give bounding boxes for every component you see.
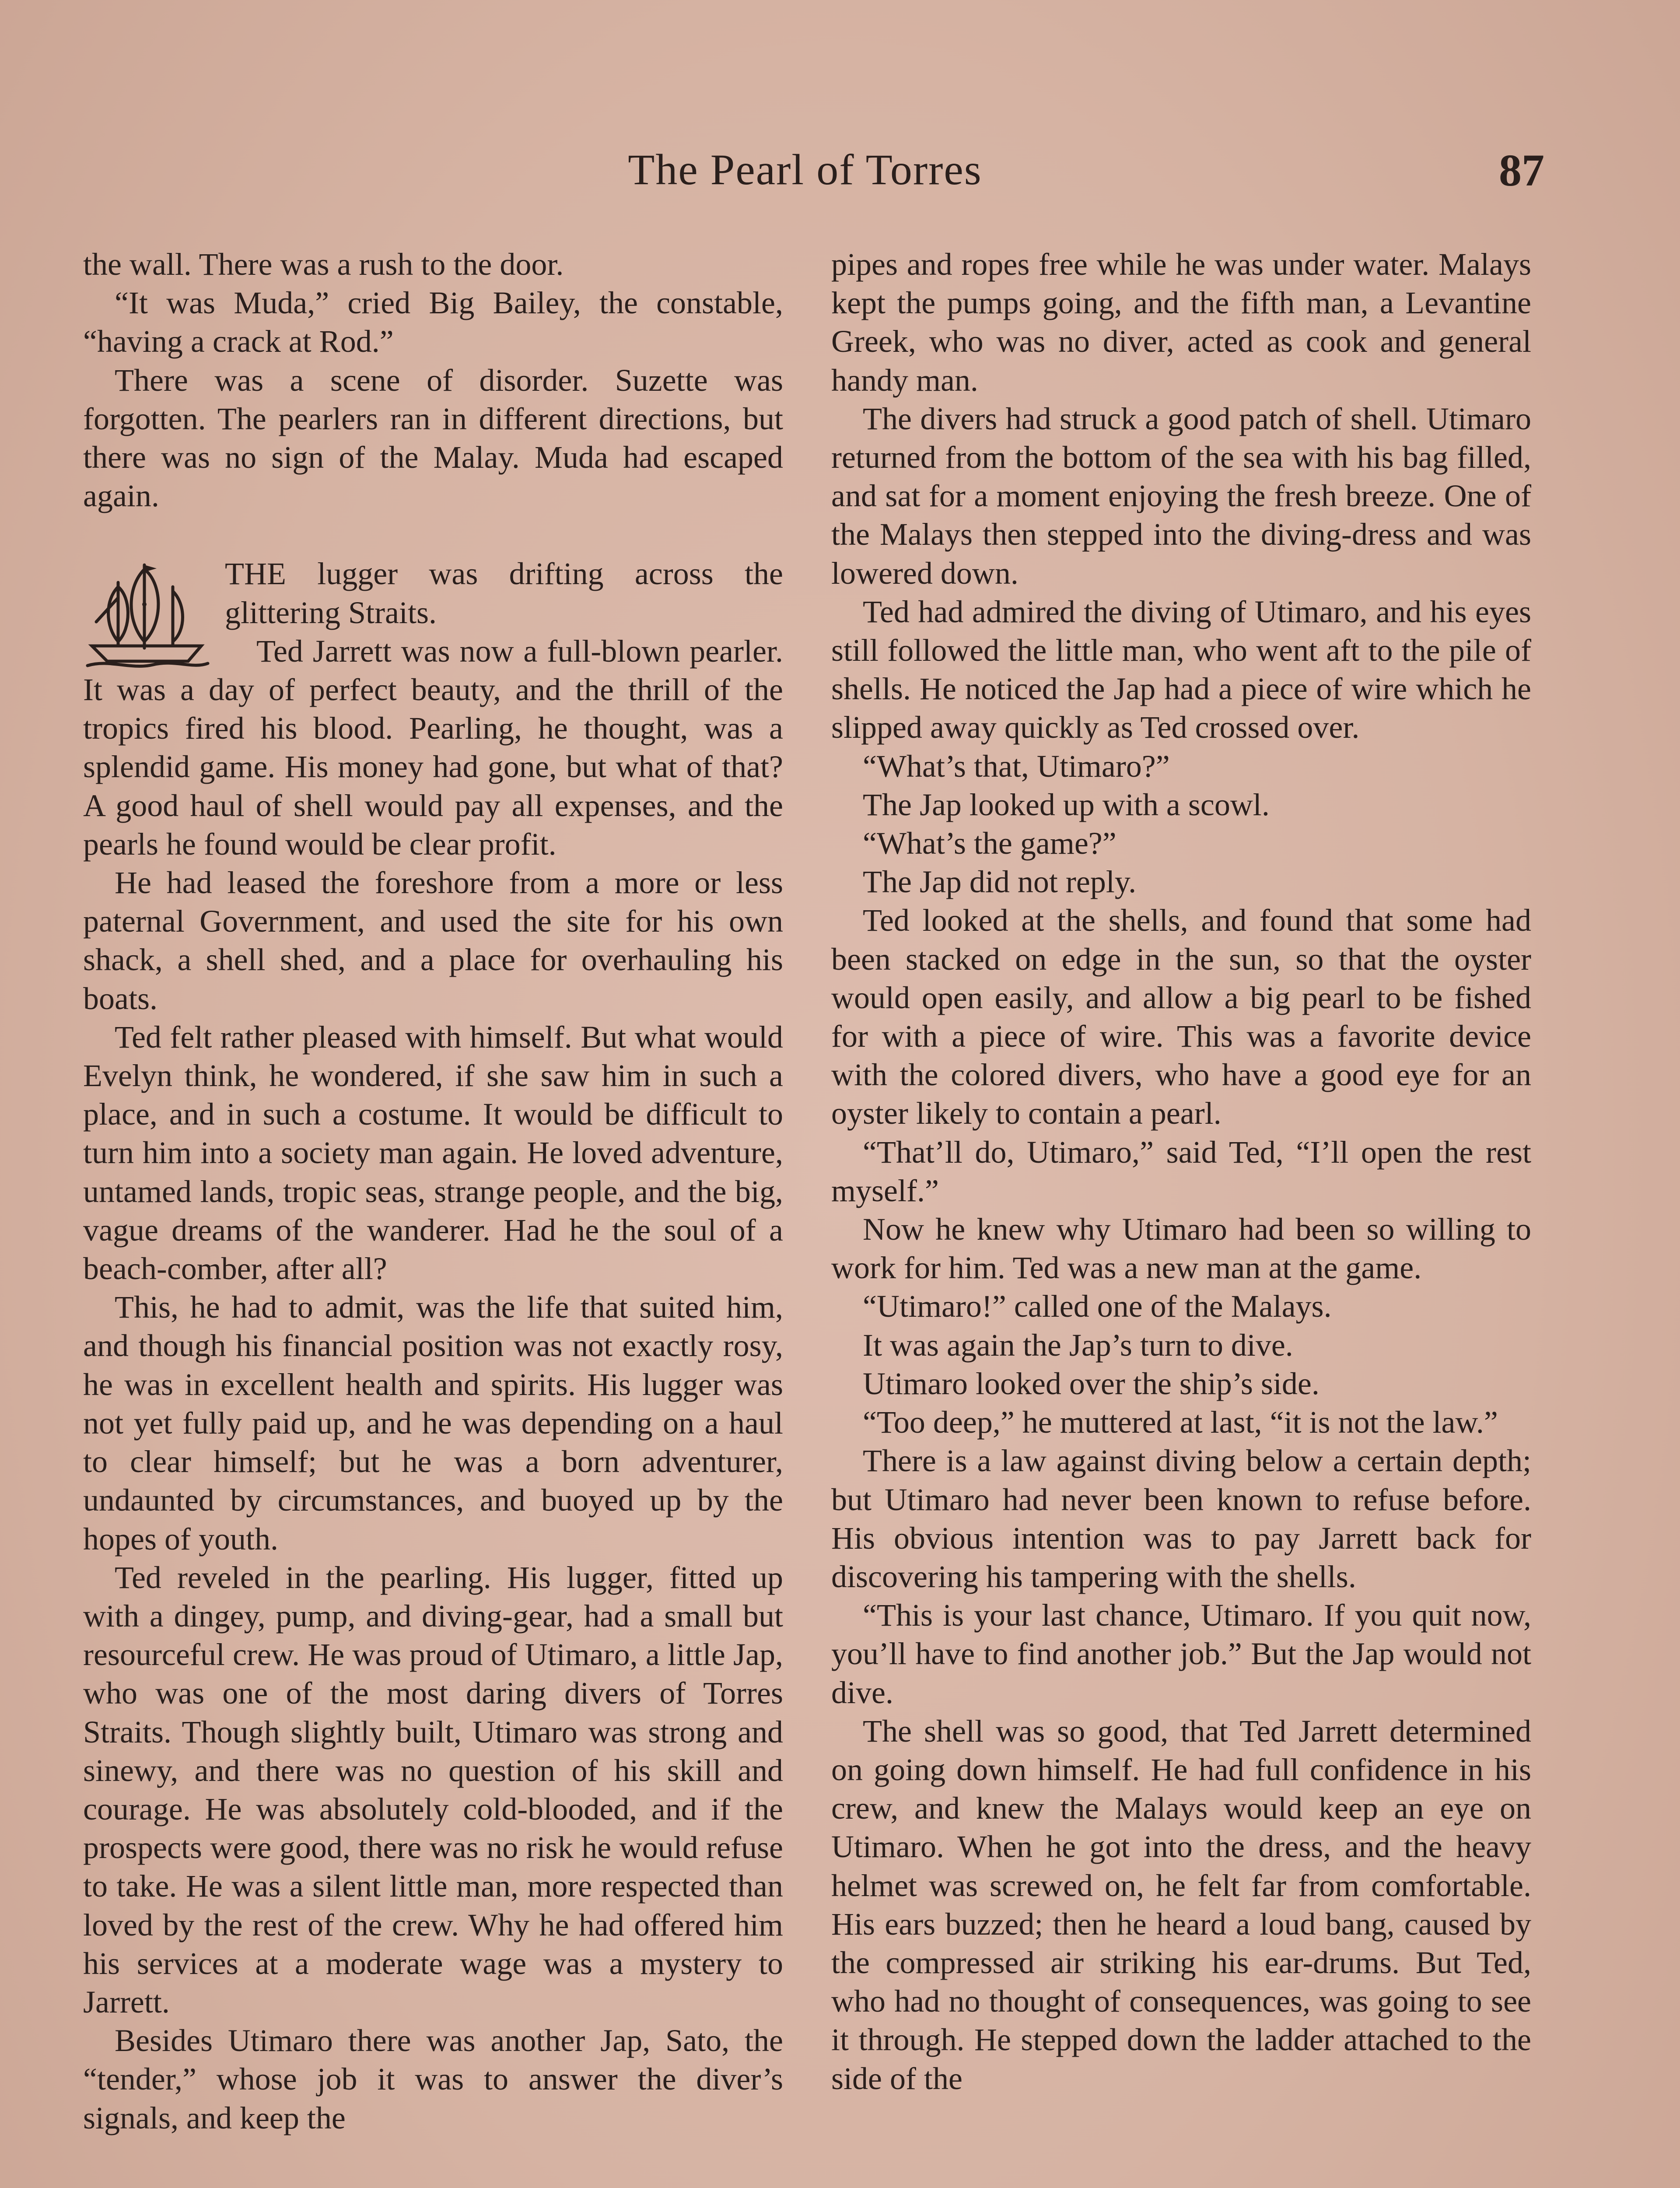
left-column xyxy=(83,245,783,2188)
paragraph: “This is your last chance, Utimaro. If you quit now, you’ll have to find another job.” But the Jap would not dive. xyxy=(831,1598,1531,1710)
page-number: 87 xyxy=(1499,145,1544,196)
paragraph: “What’s the game?” xyxy=(863,826,1116,861)
paragraph: The Jap did not reply. xyxy=(863,864,1137,900)
paragraph: “Too deep,” he muttered at last, “it is not the law.” xyxy=(863,1405,1498,1440)
opening-line: THE lugger was drifting across the glittering Straits. xyxy=(225,556,783,630)
paragraph: “What’s that, Utimaro?” xyxy=(863,748,1170,784)
paragraph: He had leased the foreshore from a more or less paternal Government, and used the site for his own shack, a shell shed, and a place for overhauling his boats. xyxy=(83,865,783,1016)
paragraph: Utimaro looked over the ship’s side. xyxy=(863,1366,1320,1401)
paragraph: The divers had struck a good patch of shell. Utimaro returned from the bottom of the sea with his bag filled, and sat for a moment enjoying the fresh breeze. One of the Malays then stepped into the diving-dress and was lowered down. xyxy=(831,401,1531,591)
section-break xyxy=(83,515,783,554)
paragraph: Ted looked at the shells, and found that some had been stacked on edge in the sun, so that the oyster would open easily, and allow a big pearl to be fished for with a piece of wire. This was a favorite device with the colored divers, who have a good eye for an oyster likely to contain a pearl. xyxy=(831,903,1531,1131)
paragraph: There is a law against diving below a certain depth; but Utimaro had never been known to refuse before. His obvious intention was to pay Jarrett back for discovering his tampering with the shells. xyxy=(831,1443,1531,1594)
paragraph: The shell was so good, that Ted Jarrett determined on going down himself. He had full confidence in his crew, and knew the Malays would keep an eye on Utimaro. When he got into the dress, and the heavy helmet was screwed on, he felt far from comfortable. His ears buzzed; then he heard a loud bang, caused by the compressed air striking his ear-drums. But Ted, who had no thought of consequences, was going to see it through. He stepped down the ladder attached to the side of the xyxy=(831,1713,1531,2096)
paragraph: This, he had to admit, was the life that suited him, and though his financial position was not exactly rosy, he was in excellent health and spirits. His lugger was not yet fully paid up, and he was depending on a haul to clear himself; but he was a born adventurer, undaunted by circumstances, and buoyed up by the hopes of youth. xyxy=(83,1290,783,1557)
text-columns xyxy=(83,245,1531,2188)
paragraph: Ted had admired the diving of Utimaro, and his eyes still followed the little man, who went aft to the pile of shells. He noticed the Jap had a piece of wire which he slipped away quickly as Ted crossed over. xyxy=(831,594,1531,745)
paragraph: It was again the Jap’s turn to dive. xyxy=(863,1327,1293,1363)
sailing-ship-icon xyxy=(83,556,210,670)
paragraph: The Jap looked up with a scowl. xyxy=(863,787,1270,822)
paragraph: Now he knew why Utimaro had been so willing to work for him. Ted was a new man at the game. xyxy=(831,1212,1531,1286)
paragraph: “It was Muda,” cried Big Bailey, the constable, “having a crack at Rod.” xyxy=(83,285,783,359)
right-column xyxy=(831,245,1531,2188)
paragraph: pipes and ropes free while he was under water. Malays kept the pumps going, and the fifth man, a Levantine Greek, who was no diver, acted as cook and general handy man. xyxy=(831,247,1531,398)
section-opening xyxy=(83,554,783,863)
paragraph: Ted felt rather pleased with himself. But what would Evelyn think, he wondered, if she saw him in such a place, and in such a costume. It would be difficult to turn him into a society man again. He loved adventure, untamed lands, tropic seas, strange people, and the big, vague dreams of the wanderer. Had he the soul of a beach-comber, after all? xyxy=(83,1019,783,1287)
paragraph: There was a scene of disorder. Suzette was forgotten. The pearlers ran in different directions, but there was no sign of the Malay. Muda had escaped again. xyxy=(83,362,783,514)
running-title: The Pearl of Torres xyxy=(628,145,982,194)
paragraph: Ted Jarrett was now a full-blown pearler. It was a day of perfect beauty, and the thrill of the tropics fired his blood. Pearling, he thought, was a splendid game. His money had gone, but what of that? A good haul of shell would pay all expenses, and the pearls he found would be clear profit. xyxy=(83,633,783,862)
page-header xyxy=(83,144,1544,210)
paragraph: Ted reveled in the pearling. His lugger, fitted up with a dingey, pump, and diving-gear, had a small but resourceful crew. He was proud of Utimaro, a little Jap, who was one of the most daring divers of Torres Straits. Though slightly built, Utimaro was strong and sinewy, and there was no question of his skill and courage. He was absolutely cold-blooded, and if the prospects were good, there was no risk he would refuse to take. He was a silent little man, more respected than loved by the rest of the crew. Why he had offered him his services at a moderate wage was a mystery to Jarrett. xyxy=(83,1560,783,2020)
paragraph: “That’ll do, Utimaro,” said Ted, “I’ll open the rest myself.” xyxy=(831,1134,1531,1208)
paragraph: Besides Utimaro there was another Jap, Sato, the “tender,” whose job it was to answer the diver’s signals, and keep the xyxy=(83,2023,783,2135)
paragraph: “Utimaro!” called one of the Malays. xyxy=(863,1289,1332,1324)
paragraph: the wall. There was a rush to the door. xyxy=(83,247,564,282)
